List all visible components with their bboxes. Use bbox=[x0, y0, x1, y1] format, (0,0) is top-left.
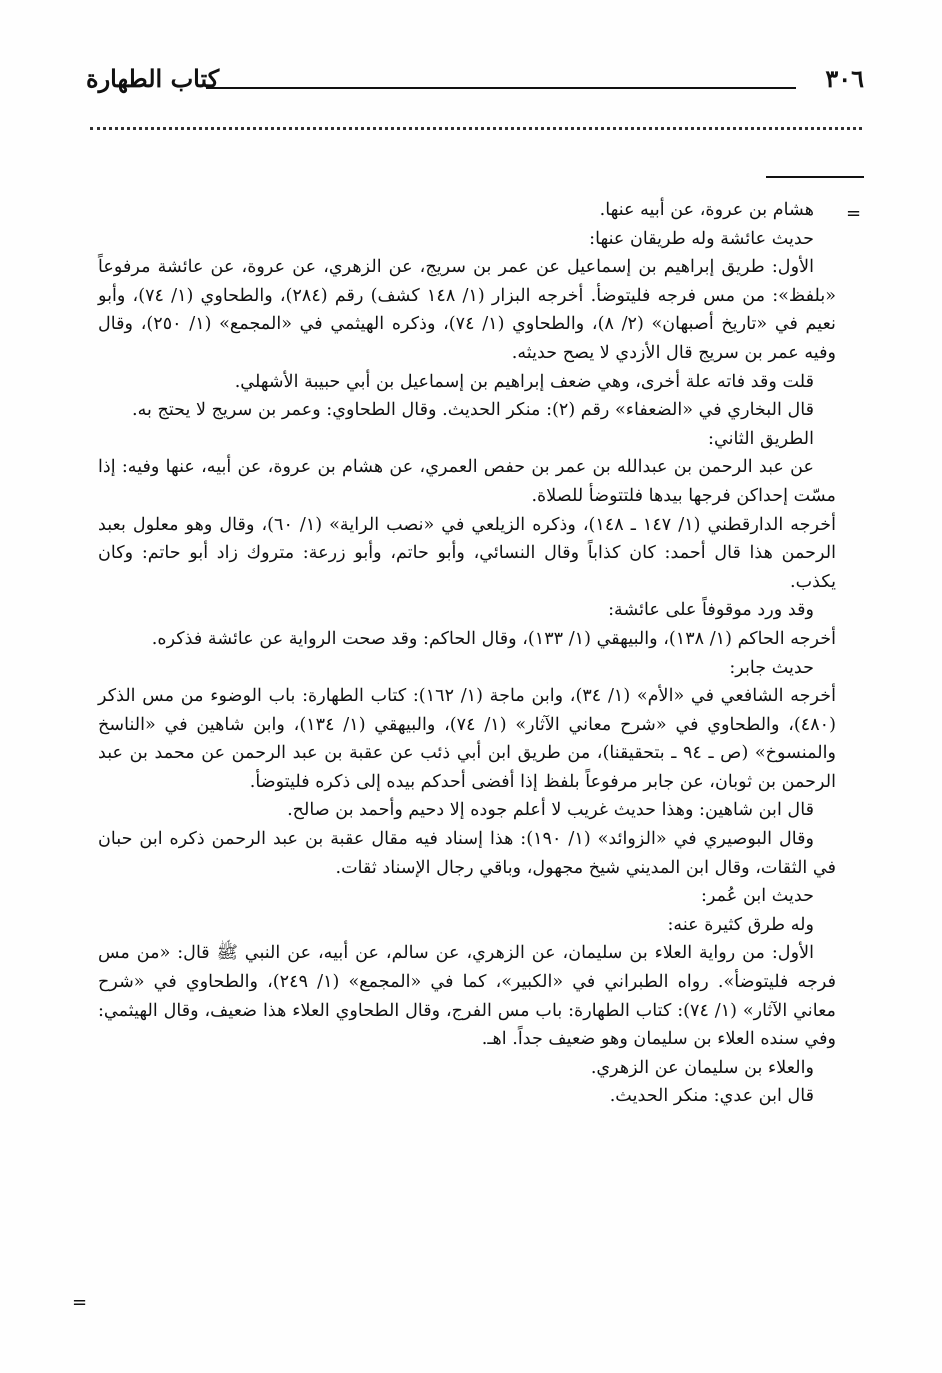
paragraph: قال البخاري في «الضعفاء» رقم (٢): منكر الحديث. وقال الطحاوي: وعمر بن سريج لا يحتج به. bbox=[132, 400, 814, 421]
paragraph: والعلاء بن سليمان عن الزهري. bbox=[590, 1057, 814, 1078]
paragraph: هشام بن عروة، عن أبيه عنها. bbox=[599, 200, 814, 220]
paragraph: حديث ابن عُمر: bbox=[701, 886, 814, 907]
paragraph: وقد ورد موقوفاً على عائشة: bbox=[608, 600, 814, 621]
book-title: كتاب الطهارة bbox=[86, 64, 220, 93]
paragraph: الأول: طريق إبراهيم بن إسماعيل عن عمر بن سريج، عن الزهري، عن عروة، عن عائشة مرفوعاً «بلفظ»: من مس فرجه فليتوضأ. أخرجه البزار (١/ ١٤٨ كشف) رقم (٢٨٤)، والطحاوي (١/ ٧٤)، وأبو نعيم في «تاريخ أصبهان» (٢/ ٨)، والطحاوي (١/ ٧٤)، وذكره الهيثمي في «المجمع» (١/ ٢٥٠)، وقال وفيه عمر بن سريج قال الأزدي لا يصح حديثه. bbox=[98, 257, 836, 363]
header-rule bbox=[206, 87, 796, 89]
paragraph: أخرجه الحاكم (١/ ١٣٨)، والبيهقي (١/ ١٣٣)، وقال الحاكم: وقد صحت الرواية عن عائشة فذكره. bbox=[151, 628, 836, 649]
paragraph: وله طرق كثيرة عنه: bbox=[667, 914, 814, 935]
page-header bbox=[86, 62, 866, 102]
footnote-rule bbox=[766, 176, 864, 178]
paragraph: أخرجه الدارقطني (١/ ١٤٧ ـ ١٤٨)، وذكره الزيلعي في «نصب الراية» (١/ ٦٠)، وقال وهو معلول بعبد الرحمن هذا قال أحمد: كان كذاباً وقال النسائي، وأبو حاتم، وأبو زرعة: متروك زاد أبو حاتم: وكان يكذب. bbox=[98, 514, 836, 592]
paragraph: وقال البوصيري في «الزوائد» (١/ ١٩٠): هذا إسناد فيه مقال عقبة بن عبد الرحمن ذكره ابن حبان في الثقات، وقال ابن المديني شيخ مجهول، وباقي رجال الإسناد ثقات. bbox=[98, 829, 836, 878]
dotted-separator bbox=[90, 127, 862, 130]
paragraph: الطريق الثاني: bbox=[708, 428, 814, 449]
paragraph: الأول: من رواية العلاء بن سليمان، عن الزهري، عن سالم، عن أبيه، عن النبي ﷺ قال: «من مس فرجه فليتوضأ». رواه الطبراني في «الكبير»، كما في «المجمع» (١/ ٢٤٩)، والطحاوي في «شرح معاني الآثار» (١/ ٧٤): كتاب الطهارة: باب مس الفرج، وقال الطحاوي العلاء هذا ضعيف، وقال الهيثمي: وفي سنده العلاء بن سليمان وهو ضعيف جداً. اهـ. bbox=[98, 943, 836, 1050]
paragraph: حديث جابر: bbox=[729, 657, 814, 678]
paragraph: قال ابن عدي: منكر الحديث. bbox=[609, 1086, 814, 1107]
paragraph: قال ابن شاهين: وهذا حديث غريب لا أعلم جوده إلا دحيم وأحمد بن صالح. bbox=[287, 800, 814, 821]
paragraph: قلت وقد فاته علة أخرى، وهي ضعف إبراهيم بن إسماعيل بن أبي حبيبة الأشهلي. bbox=[234, 371, 814, 392]
page-number: ٣٠٦ bbox=[825, 64, 864, 93]
continuation-marker-top: = bbox=[846, 203, 862, 224]
paragraph: عن عبد الرحمن بن عبدالله بن عمر بن حفص العمري، عن هشام بن عروة، عن أبيه، عنها وفيه: إذا مسّت إحداكن فرجها بيدها فلتتوضأ للصلاة. bbox=[98, 457, 836, 506]
continuation-marker-bottom: = bbox=[72, 1292, 88, 1313]
paragraph: أخرجه الشافعي في «الأم» (١/ ٣٤)، وابن ماجة (١/ ١٦٢): كتاب الطهارة: باب الوضوء من مس الذكر (٤٨٠)، والطحاوي في «شرح معاني الآثار» (١/ ٧٤)، والبيهقي (١/ ١٣٤)، وابن شاهين في «الناسخ والمنسوخ» (ص ـ ٩٤ ـ بتحقيقنا)، من طريق ابن أبي ذئب عن عقبة بن عبد الرحمن عن محمد بن عبد الرحمن بن ثوبان، عن جابر مرفوعاً بلفظ إذا أفضى أحدكم بيده إلى ذكره فليتوضأ. bbox=[98, 686, 837, 792]
footnote-body bbox=[98, 196, 836, 1111]
paragraph: حديث عائشة وله طريقان عنها: bbox=[589, 228, 814, 249]
